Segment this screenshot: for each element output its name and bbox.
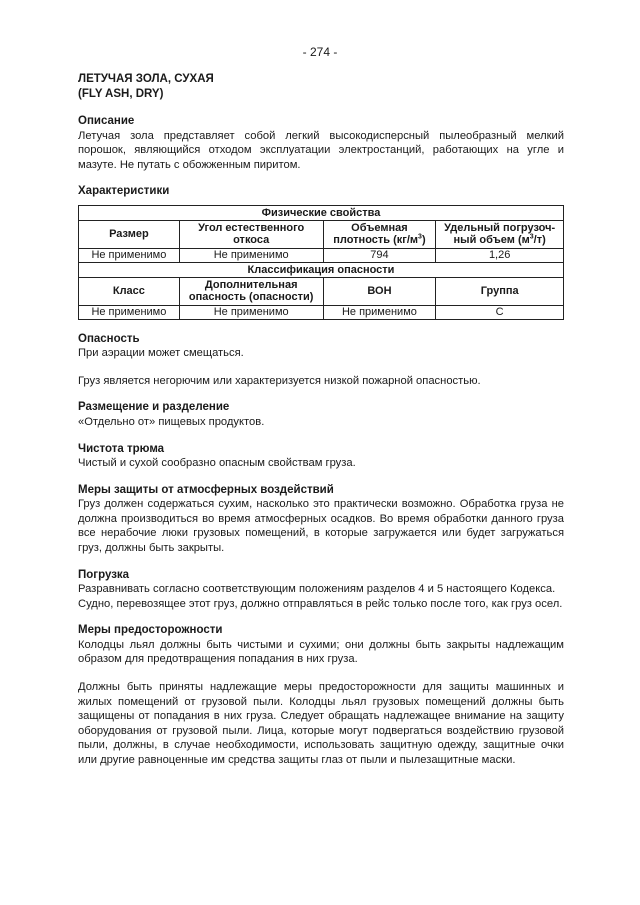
value-class: Не применимо (79, 305, 180, 319)
precautions-text-2: Должны быть приняты надлежащие меры предосторожности для защиты машинных и жилых помещений от грузовой пыли. Колодцы льял грузовых помещений должны быть защищены от попадания в них груза. Следует обращать надлежащее внимание на защиту оборудования от грузовой пыли. Лица, которые могут подвергаться воздействию грузовой пыли, должны, в случае необходимости, использовать защитную одежду, защитные очки или другие равноценные им средства защиты глаз от пыли и пылезащитные маски. (78, 680, 564, 766)
characteristics-section (78, 184, 564, 320)
description-text: Летучая зола представляет собой легкий высокодисперсный пылеобразный мелкий порошок, являющийся отходом эксплуатации электростанций, работающих на угле и мазуте. Не путать с обожженным пиритом. (78, 129, 564, 171)
loading-section (78, 568, 564, 612)
precautions-heading: Меры предосторожности (78, 624, 223, 637)
loading-text-1: Разравнивать согласно соответствующим положениям разделов 4 и 5 настоящего Кодекса. (78, 583, 556, 596)
header-mhb: ВОН (323, 277, 436, 305)
characteristics-heading: Характеристики (78, 185, 170, 198)
page-number: - 274 - (302, 45, 338, 59)
hazard-text-2: Груз является негорючим или характеризуется низкой пожарной опасностью. (78, 374, 481, 387)
header-bulk-density: Объемная плотность $(кг/м^3)$ (323, 220, 436, 248)
value-size: Не применимо (79, 248, 180, 262)
value-group: C (436, 305, 564, 319)
hazard-heading: Опасность (78, 332, 140, 345)
loading-heading: Погрузка (78, 568, 130, 581)
precautions-section (78, 623, 564, 767)
header-class: Класс (79, 277, 180, 305)
physical-properties-band: Физические свойства (79, 205, 564, 220)
stowage-text: «Отдельно от» пищевых продуктов. (78, 415, 265, 428)
header-subsidiary-hazard: Дополнительная опасность (опасности) (179, 277, 323, 305)
header-group: Группа (436, 277, 564, 305)
stowage-section (78, 400, 564, 429)
weather-text: Груз должен содержаться сухим, насколько это практически возможно. Обработка груза не должна производиться во время атмосферных осадков. Во время обработки данного груза все нерабочие люки грузовых помещений, в которые загружается или будет загружаться груз, должны быть закрыты. (78, 498, 564, 554)
cargo-title-ru: ЛЕТУЧАЯ ЗОЛА, СУХАЯ (78, 73, 214, 85)
hold-cleanliness-text: Чистый и сухой сообразно опасным свойствам груза. (78, 457, 356, 470)
description-section (78, 114, 564, 172)
stowage-heading: Размещение и разделение (78, 401, 230, 414)
value-angle-of-repose: Не применимо (179, 248, 323, 262)
weather-section (78, 483, 564, 556)
value-subsidiary-hazard: Не применимо (179, 305, 323, 319)
hazard-section (78, 332, 564, 389)
header-stowage-factor: Удельный погрузоч-ный объем $(м^3/т)$ (436, 220, 564, 248)
value-mhb: Не применимо (323, 305, 436, 319)
hazard-classification-band: Классификация опасности (79, 262, 564, 277)
header-angle-of-repose: Угол естественного откоса (179, 220, 323, 248)
description-heading: Описание (78, 115, 135, 127)
cargo-title-en: (FLY ASH, DRY) (78, 87, 164, 100)
hold-cleanliness-heading: Чистота трюма (78, 442, 165, 455)
weather-heading: Меры защиты от атмосферных воздействий (78, 483, 334, 496)
loading-text-2: Судно, перевозящее этот груз, должно отправляться в рейс только после того, как груз осел. (78, 597, 563, 610)
characteristics-table (78, 205, 564, 320)
value-stowage-factor: 1,26 (436, 248, 564, 262)
hold-cleanliness-section (78, 442, 564, 471)
header-size: Размер (79, 220, 180, 248)
hazard-text-1: При аэрации может смещаться. (78, 347, 244, 360)
document-body (78, 72, 564, 767)
value-bulk-density: 794 (323, 248, 436, 262)
precautions-text-1: Колодцы льял должны быть чистыми и сухими; они должны быть закрыты надлежащим образом для предотвращения попадания в них груза. (78, 638, 564, 666)
